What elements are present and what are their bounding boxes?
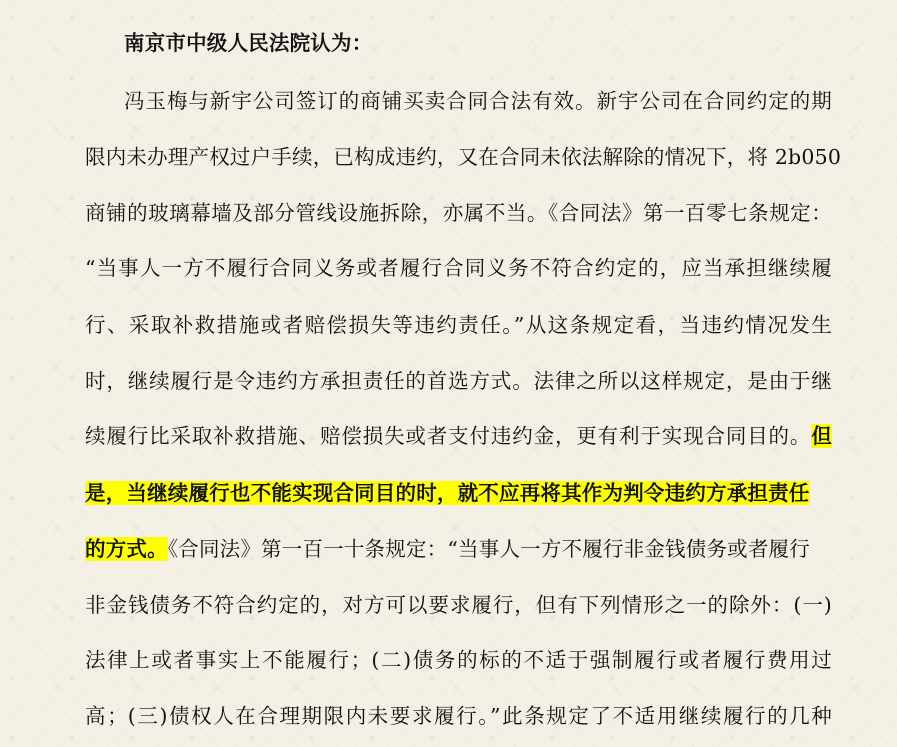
- text-line: 时，继续履行是令违约方承担责任的首选方式。法律之所以这样规定，是由于继: [85, 369, 832, 393]
- highlighted-text: 的方式。: [85, 537, 168, 561]
- text-line: [85, 413, 832, 459]
- highlighted-text: 是，当继续履行也不能实现合同目的时，就不应再将其作为判令违约方承担责任: [85, 481, 810, 505]
- text-line: 冯玉梅与新宇公司签订的商铺买卖合同合法有效。新宇公司在合同约定的期: [124, 89, 832, 113]
- text-line: [85, 526, 832, 572]
- text-line: 法律上或者事实上不能履行；(二)债务的标的不适于强制履行或者履行费用过: [85, 648, 832, 672]
- text-line: [85, 470, 832, 516]
- section-heading: 南京市中级人民法院认为：: [124, 31, 373, 55]
- text-line: 商铺的玻璃幕墙及部分管线设施拆除，亦属不当。《合同法》第一百零七条规定：: [85, 201, 832, 225]
- text-line: 限内未办理产权过户手续，已构成违约，又在合同未依法解除的情况下，将 2b050: [85, 145, 842, 169]
- text-line: 行、采取补救措施或者赔偿损失等违约责任。”从这条规定看，当违约情况发生: [85, 313, 832, 337]
- text-line: “当事人一方不履行合同义务或者履行合同义务不符合约定的，应当承担继续履: [85, 256, 832, 280]
- highlighted-text: 但: [811, 424, 832, 448]
- text-segment: 《合同法》第一百一十条规定：“当事人一方不履行非金钱债务或者履行: [167, 537, 810, 561]
- text-segment: 续履行比采取补救措施、赔偿损失或者支付违约金，更有利于实现合同目的。: [85, 424, 812, 448]
- text-line: 高；(三)债权人在合理期限内未要求履行。”此条规定了不适用继续履行的几种: [85, 704, 832, 728]
- text-line: 非金钱债务不符合约定的，对方可以要求履行，但有下列情形之一的除外：(一): [85, 593, 832, 617]
